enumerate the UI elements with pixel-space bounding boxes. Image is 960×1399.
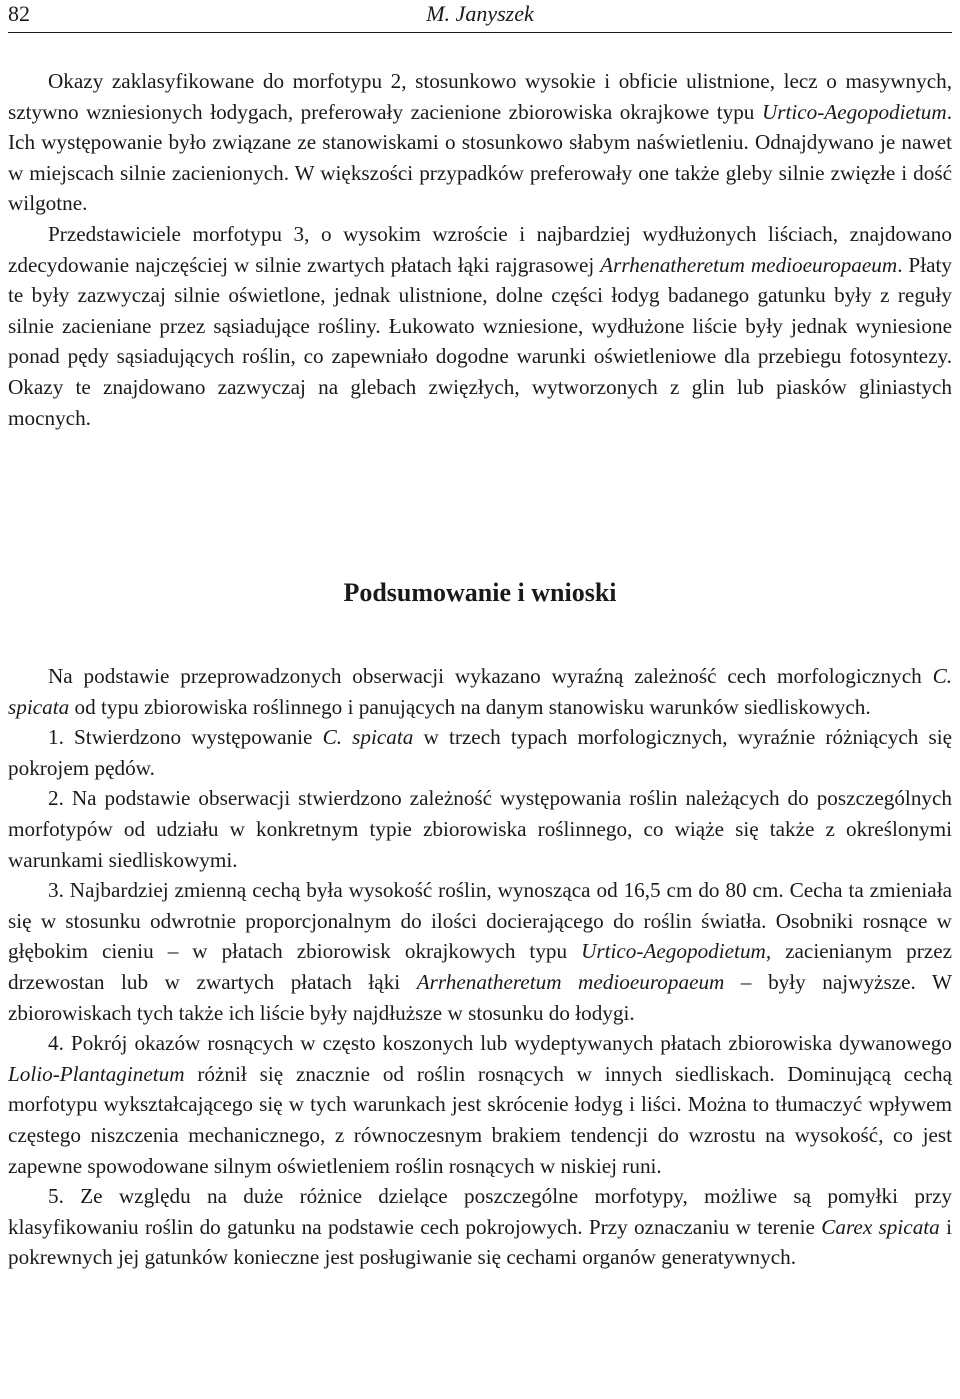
italic-term: Urtico-Aegopodietum xyxy=(581,939,766,964)
conclusion-1 xyxy=(8,722,952,783)
italic-term: Arrhenatheretum medioeuropaeum xyxy=(600,252,898,277)
text-run: Okazy zaklasyfikowane do morfotypu 2, stosunkowo wysokie i obficie ulistnione, lecz o masywnych, sztywno wzniesionych łodygach, preferowały zacienione zbiorowiska okrajkowe typu xyxy=(8,69,952,124)
text-run: od typu zbiorowiska roślinnego i panujących na danym stanowisku warunków siedliskowych. xyxy=(69,694,871,719)
text-run: w trzech typach morfologicznych, wyraźnie różniących się pokrojem pędów. xyxy=(8,725,953,780)
text-run: 5. Ze względu na duże różnice dzielące poszczególne morfotypy, możliwe są pomyłki przy klasyfikowaniu roślin do gatunku na podstawie cech pokrojowych. Przy oznaczaniu w terenie xyxy=(8,1184,952,1239)
text-run: i pokrewnych jej gatunków konieczne jest posługiwanie się cechami organów generatywnych. xyxy=(8,1214,952,1270)
text-run: Przedstawiciele morfotypu 3, o wysokim wzroście i najbardziej wydłużonych liściach, znajdowano zdecydowanie najczęściej w silnie zwartych płatach łąki rajgrasowej xyxy=(8,221,952,277)
text-run: 1. Stwierdzono występowanie xyxy=(48,725,323,750)
text-run: . Płaty te były zazwyczaj silnie oświetlone, jednak ulistnione, dolne części łodyg badanego gatunku były z reguły silnie zacieniane przez sąsiadujące rośliny. Łukowato wzniesione, wydłużone liście były jednak wyniesione ponad pędy sąsiadujących roślin, co zapewniało dogodne warunki oświetleniowe dla przebiegu fotosyntezy. Okazy te znajdowano zazwyczaj na glebach zwięzłych, wytworzonych z glin lub piasków gliniastych mocnych. xyxy=(8,252,952,430)
section-title: Podsumowanie i wnioski xyxy=(343,578,617,607)
conclusion-2 xyxy=(8,783,952,875)
text-run: – były najwyższe. W zbiorowiskach tych także ich liście były najdłuższe w stosunku do łodygi. xyxy=(8,969,952,1025)
italic-term: Arrhenatheretum medioeuropaeum xyxy=(416,969,725,994)
paragraph-morphotype-2 xyxy=(8,66,952,219)
text-run: , zacienianym przez drzewostan lub w zwartych płatach łąki xyxy=(8,939,952,994)
page-header xyxy=(8,0,952,33)
paragraph-morphotype-3 xyxy=(8,219,952,433)
page-number: 82 xyxy=(8,1,30,26)
conclusion-5 xyxy=(8,1181,952,1273)
paragraph-summary-intro xyxy=(8,661,952,722)
conclusions-text xyxy=(8,661,952,1273)
conclusion-3 xyxy=(8,875,952,1028)
text-run: . Ich występowanie było związane ze stanowiskami o stosunkowo słabym naświetleniu. Odnajdywano je nawet w miejscach silnie zacienionych. W większości przypadków preferowały one także gleby silnie zwięzłe i dość wilgotne. xyxy=(8,99,952,216)
text-run: 2. Na podstawie obserwacji stwierdzono zależność występowania roślin należących do poszczególnych morfotypów od udziału w konkretnym typie zbiorowiska roślinnego, co wiąże się także z określonymi warunkami siedliskowymi. xyxy=(8,786,952,872)
running-head: M. Janyszek xyxy=(426,1,534,26)
italic-term: Carex spicata xyxy=(821,1214,940,1239)
italic-term: C. spicata xyxy=(8,664,952,719)
text-run: różnił się znacznie od roślin rosnących w innych siedliskach. Dominującą cechą morfotypu wykształcającego się w tych warunkach jest skrócenie łodyg i liści. Można to tłumaczyć wpływem częstego niszczenia mechanicznego, z równoczesnym brakiem tendencji do wzrostu na wysokość, co jest zapewne spowodowane silnym oświetleniem roślin rosnących w niskiej runi. xyxy=(8,1061,952,1178)
italic-term: Urtico-Aegopodietum xyxy=(761,99,947,124)
conclusion-4 xyxy=(8,1028,952,1181)
text-run: 4. Pokrój okazów rosnących w często koszonych lub wydeptywanych płatach zbiorowiska dywanowego xyxy=(48,1031,952,1056)
text-run: 3. Najbardziej zmienną cechą była wysokość roślin, wynosząca od 16,5 cm do 80 cm. Cecha ta zmieniała się w stosunku odwrotnie proporcjonalnym do ilości docierającego do roślin światła. Osobniki rosnące w głębokim cieniu – w płatach zbiorowisk okrajkowych typu xyxy=(8,878,952,964)
text-run: Na podstawie przeprowadzonych obserwacji wykazano wyraźną zależność cech morfologicznych xyxy=(48,664,933,688)
italic-term: C. spicata xyxy=(322,725,414,750)
italic-term: Lolio-Plantaginetum xyxy=(8,1061,185,1086)
intro-text xyxy=(8,66,952,433)
